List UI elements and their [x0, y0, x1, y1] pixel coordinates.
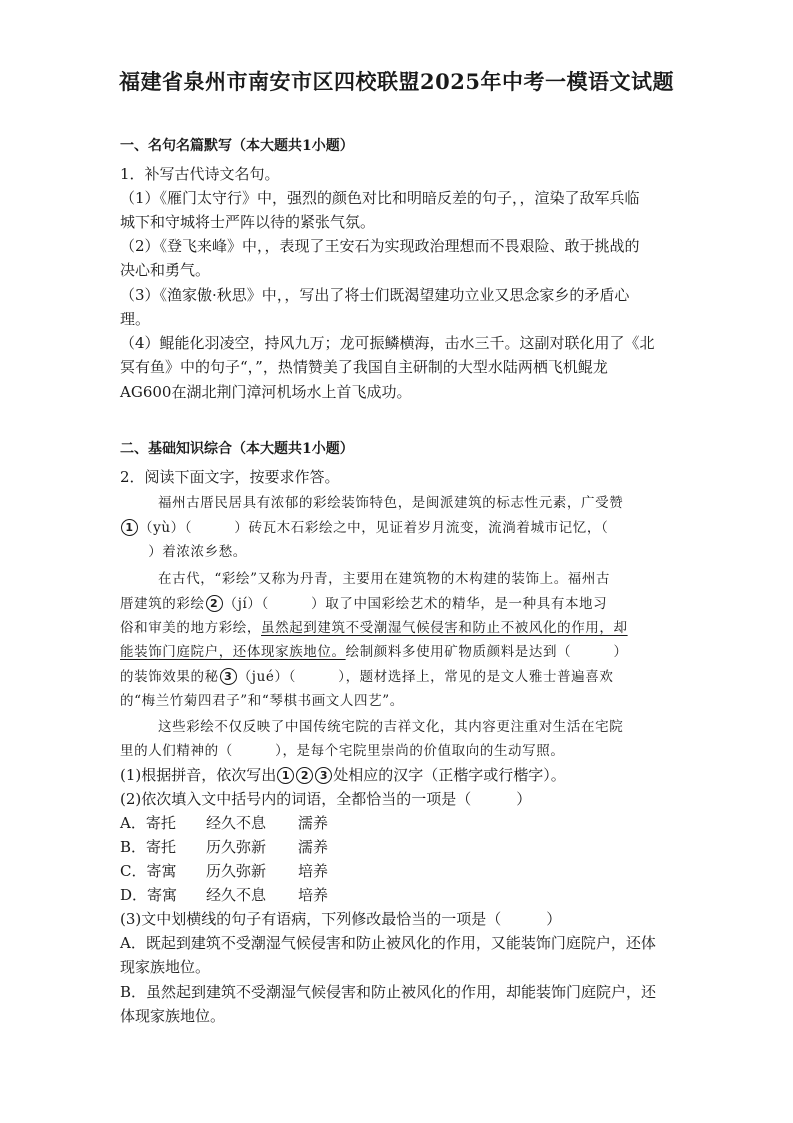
- question-1-line-7: （4）鲲能化羽凌空，持风九万；龙可振鳞横海，击水三千。这副对联化用了《北: [120, 334, 655, 352]
- passage-line-5: 厝建筑的彩绘 2 （jí）（ ）取了中国彩绘艺术的精华，是一种具有本地习: [120, 596, 608, 612]
- passage-line-4: 在古代，“彩绘”又称为丹青，主要用在建筑物的木构建的装饰上。福州古: [158, 571, 611, 587]
- question-1-line-2: 城下和守城将士严阵以待的紧张气氛。: [120, 213, 376, 231]
- sub-question-2: (2)依次填入文中括号内的词语，全都恰当的一项是（ ）: [120, 790, 532, 808]
- passage-line-2: 1 （yù）（ ）砖瓦木石彩绘之中，见证着岁月流变，流淌着城市记忆，（: [120, 516, 608, 536]
- passage-line-6: 俗和审美的地方彩绘，虽然起到建筑不受潮湿气候侵害和防止不被风化的作用，却: [120, 620, 628, 636]
- circled-number-3: 3: [220, 668, 237, 685]
- option-3-b-line-1: B．虽然起到建筑不受潮湿气候侵害和防止被风化的作用，却能装饰门庭院户，还: [120, 983, 657, 1001]
- question-1-line-5: （3）《渔家傲·秋思》中，，写出了将士们既渴望建功立业又思念家乡的矛盾心: [120, 286, 630, 304]
- question-1-line-3: （2）《登飞来峰》中，，表现了王安石为实现政治理想而不畏艰险、敢于挑战的: [120, 237, 640, 255]
- question-1-line-8: 冥有鱼》中的句子“，”，热情赞美了我国自主研制的大型水陆两栖飞机鲲龙: [120, 358, 608, 376]
- sub-question-1: (1)根据拼音，依次写出 1 2 3 处相应的汉字（正楷字或行楷字）。: [120, 766, 566, 784]
- option-2-c: C．寄寓 历久弥新 培养: [120, 862, 329, 880]
- passage-line-1: 福州古厝民居具有浓郁的彩绘装饰特色，是闽派建筑的标志性元素，广受赞: [158, 495, 624, 511]
- circled-number-2: 2: [296, 767, 313, 784]
- circled-number-2: 2: [206, 595, 223, 612]
- underlined-sentence-cont: 能装饰门庭院户，还体现家族地位。: [120, 644, 346, 660]
- question-1-line-6: 理。: [120, 310, 151, 328]
- passage-line-10: 这些彩绘不仅反映了中国传统宅院的吉祥文化，其内容更注重对生活在宅院: [158, 719, 624, 735]
- circled-number-1: 1: [277, 767, 294, 784]
- option-3-b-line-2: 体现家族地位。: [120, 1007, 226, 1025]
- passage-line-8: 的装饰效果的秘 3 （jué）（ ），题材选择上，常见的是文人雅士普遍喜欢: [120, 669, 614, 685]
- option-3-a-line-1: A．既起到建筑不受潮湿气候侵害和防止被风化的作用，又能装饰门庭院户，还体: [120, 934, 656, 952]
- passage-line-11: 里的人们精神的（ ），是每个宅院里崇尚的价值取向的生动写照。: [120, 743, 565, 759]
- page-title: 福建省泉州市南安市区四校联盟2025年中考一模语文试题: [119, 69, 674, 94]
- option-2-b: B．寄托 历久弥新 濡养: [120, 838, 329, 856]
- passage-line-7: 能装饰门庭院户，还体现家族地位。绘制颜料多使用矿物质颜料是达到（ ）: [120, 644, 628, 660]
- question-1-line-4: 决心和勇气。: [120, 261, 211, 279]
- question-1-stem: 1．补写古代诗文名句。: [120, 165, 280, 183]
- circled-number-1: 1: [121, 519, 138, 536]
- circled-number-3: 3: [315, 767, 332, 784]
- section-1-heading: 一、名句名篇默写（本大题共1小题）: [120, 138, 354, 154]
- question-1-line-9: AG600在湖北荆门漳河机场水上首飞成功。: [120, 383, 412, 401]
- option-3-a-line-2: 现家族地位。: [120, 958, 211, 976]
- passage-line-3: ）着浓浓乡愁。: [120, 544, 247, 560]
- option-2-d: D．寄寓 经久不息 培养: [120, 886, 329, 904]
- underlined-sentence: 虽然起到建筑不受潮湿气候侵害和防止不被风化的作用，却: [261, 620, 628, 636]
- section-2-heading: 二、基础知识综合（本大题共1小题）: [120, 441, 354, 457]
- passage-line-9: 的“梅兰竹菊四君子”和“琴棋书画文人四艺”。: [120, 693, 404, 709]
- option-2-a: A．寄托 经久不息 濡养: [120, 814, 329, 832]
- sub-question-3: (3)文中划横线的句子有语病，下列修改最恰当的一项是（ ）: [120, 910, 562, 928]
- question-1-line-1: （1）《雁门太守行》中，强烈的颜色对比和明暗反差的句子，，渲染了敌军兵临: [120, 189, 640, 207]
- question-2-stem: 2．阅读下面文字，按要求作答。: [120, 468, 340, 486]
